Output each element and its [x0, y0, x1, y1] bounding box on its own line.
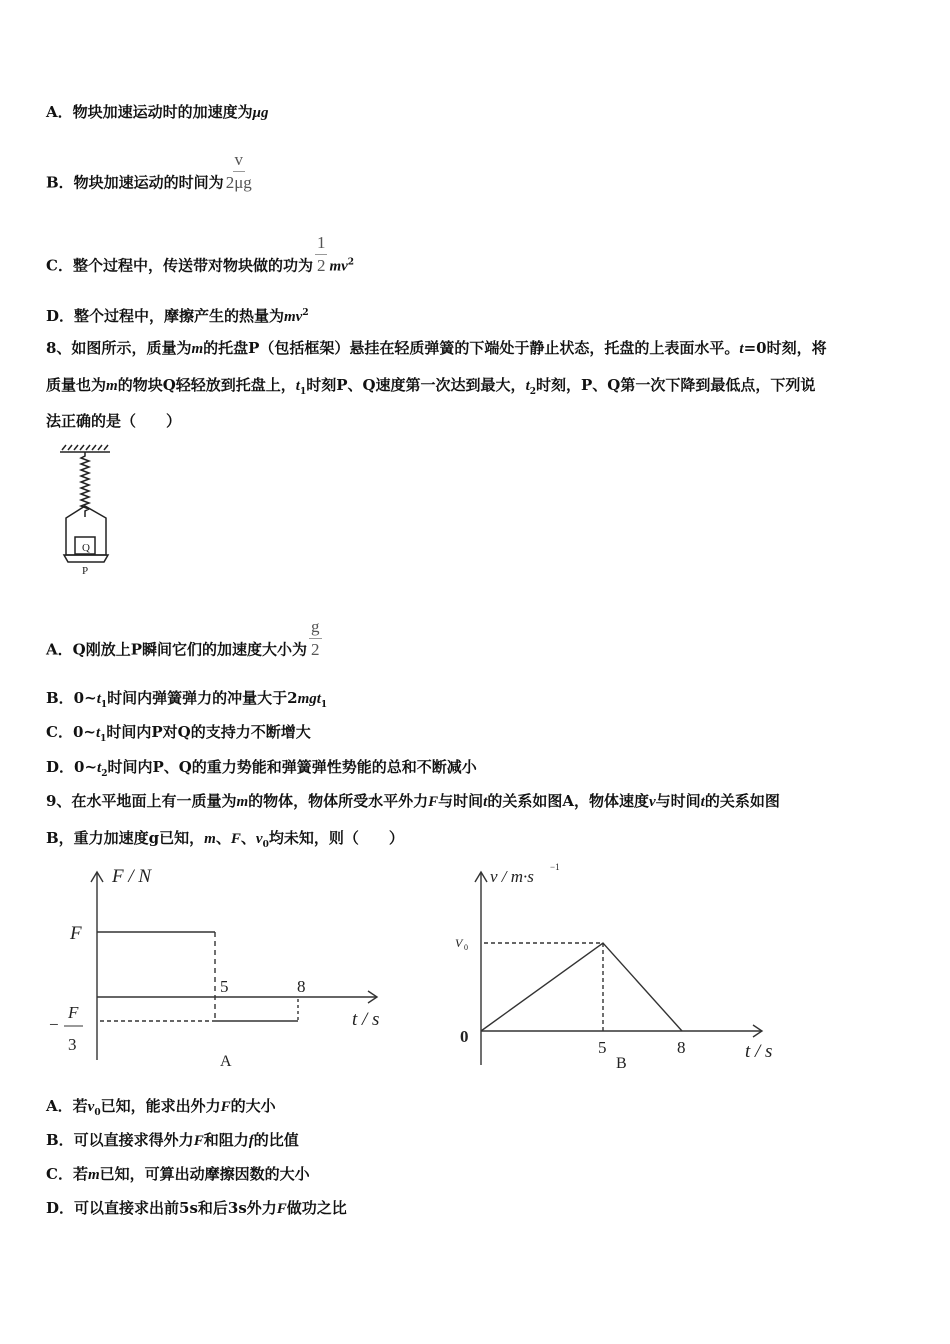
- graph-b-v0-sub: 0: [464, 943, 468, 952]
- text-segment: 与时间: [438, 792, 484, 810]
- graph-a-level-label: F: [70, 923, 82, 944]
- math-symbol: mv: [284, 309, 303, 325]
- math-symbol: m: [191, 341, 204, 357]
- text-segment: 时间内弹簧弹力的冲量大于2: [107, 689, 298, 707]
- graph-a-neg-den: 3: [68, 1035, 77, 1054]
- math-symbol: mgt: [297, 691, 321, 707]
- text-segment: C．整个过程中，传送带对物块做的功为: [46, 256, 313, 275]
- fraction-denominator: 2μg: [225, 173, 252, 192]
- text-segment: 2: [302, 308, 309, 318]
- tray-p-label: P: [81, 565, 89, 577]
- math-symbol: F: [428, 794, 439, 810]
- math-symbol: t: [96, 691, 101, 707]
- math-symbol: mv: [329, 258, 348, 275]
- text-segment: C．0~: [46, 723, 96, 741]
- math-symbol: m: [204, 831, 216, 847]
- math-symbol: t: [95, 725, 101, 741]
- text-segment: 时刻，P、Q第一次下降到最低点，下列说: [536, 376, 816, 394]
- text-segment: 0: [262, 840, 269, 850]
- graph-b-y-label-sup: −1: [550, 862, 560, 872]
- text-segment: 1: [100, 700, 108, 710]
- math-symbol: t: [739, 341, 744, 357]
- text-segment: 质量也为: [46, 376, 107, 394]
- text-segment: 8、如图所示，质量为: [46, 339, 192, 357]
- graph-b-y-label: v / m·s: [490, 867, 534, 886]
- graph-a-y-label: F / N: [112, 866, 152, 887]
- graph-a-x-label: t / s: [352, 1009, 380, 1030]
- math-symbol: μg: [252, 105, 269, 121]
- text-segment: 1: [100, 734, 107, 744]
- text-segment: B，重力加速度g已知，: [46, 829, 205, 847]
- math-symbol: F: [230, 831, 241, 847]
- text-segment: 2: [347, 257, 355, 268]
- text-segment: 和阻力: [203, 1131, 249, 1149]
- text-segment: 2: [101, 769, 108, 779]
- graph-b-v0-label: V: [455, 936, 463, 950]
- text-segment: 时间内P对Q的支持力不断增大: [106, 723, 311, 741]
- graph-a: [91, 872, 380, 1060]
- ceiling-hatch: [62, 445, 108, 450]
- text-segment: 时间内P、Q的重力势能和弹簧弹性势能的总和不断减小: [107, 758, 477, 776]
- text-segment: 的大小: [230, 1097, 276, 1115]
- math-symbol: t: [295, 378, 300, 394]
- math-symbol: f: [248, 1133, 254, 1149]
- text-segment: C．若: [46, 1165, 88, 1183]
- math-symbol: t: [483, 794, 488, 810]
- text-segment: 的关系如图: [704, 792, 780, 810]
- text-segment: 与时间: [655, 792, 701, 810]
- fraction-numerator: g: [309, 616, 322, 639]
- fraction-numerator: v: [233, 149, 246, 172]
- text-segment: 法正确的是（ ）: [46, 412, 182, 430]
- text-segment: 的物块Q轻轻放到托盘上，: [117, 376, 296, 394]
- math-symbol: t: [700, 794, 705, 810]
- math-symbol: m: [106, 378, 118, 394]
- math-symbol: t: [97, 760, 102, 776]
- text-segment: 已知，可算出动摩擦因数的大小: [99, 1165, 310, 1183]
- text-segment: 、: [215, 829, 231, 847]
- fraction-numerator: 1: [315, 232, 328, 255]
- graph-b-caption: B: [616, 1055, 627, 1072]
- text-segment: 的比值: [253, 1131, 299, 1149]
- text-segment: B．可以直接求得外力: [46, 1131, 194, 1149]
- text-segment: 1: [299, 387, 307, 397]
- math-symbol: F: [193, 1133, 204, 1149]
- graph-a-neg-sign: −: [49, 1015, 59, 1034]
- text-segment: 做功之比: [286, 1199, 347, 1217]
- graph-b: [475, 872, 762, 1065]
- math-symbol: v: [648, 794, 656, 810]
- text-segment: A．物块加速运动时的加速度为: [46, 103, 253, 121]
- text-segment: D．可以直接求出前5s和后3s外力: [46, 1199, 277, 1217]
- graph-a-neg-num: F: [68, 1003, 79, 1022]
- math-symbol: F: [220, 1099, 231, 1115]
- fraction-denominator: 2: [316, 256, 326, 275]
- math-symbol: v: [255, 831, 263, 847]
- graph-b-tick-8: 8: [677, 1038, 686, 1057]
- text-segment: 的托盘P（包括框架）悬挂在轻质弹簧的下端处于静止状态，托盘的上表面水平。: [203, 339, 740, 357]
- text-segment: B．0~: [46, 689, 97, 707]
- text-segment: 、: [240, 829, 256, 847]
- velocity-line: [481, 943, 682, 1031]
- math-symbol: v: [87, 1099, 95, 1115]
- math-symbol: F: [276, 1201, 287, 1217]
- text-segment: 的关系如图A，物体速度: [487, 792, 649, 810]
- text-segment: D．整个过程中，摩擦产生的热量为: [46, 307, 285, 325]
- text-segment: 时刻P、Q速度第一次达到最大，: [306, 376, 526, 394]
- text-segment: 1: [320, 700, 328, 710]
- tray-base: [64, 555, 108, 562]
- fraction-denominator: 2: [311, 640, 320, 659]
- text-segment: 已知，能求出外力: [100, 1097, 221, 1115]
- graph-a-tick-8: 8: [297, 977, 306, 996]
- text-segment: 9、在水平地面上有一质量为: [46, 792, 237, 810]
- graph-a-caption: A: [220, 1053, 232, 1070]
- graph-b-tick-5: 5: [598, 1038, 607, 1057]
- graph-b-origin: 0: [460, 1027, 469, 1046]
- math-symbol: m: [236, 794, 249, 810]
- text-segment: A．Q刚放上P瞬间它们的加速度大小为: [46, 640, 307, 659]
- graph-b-x-label: t / s: [745, 1041, 773, 1062]
- text-segment: =0时刻，将: [743, 339, 827, 357]
- text-segment: 2: [529, 387, 536, 397]
- text-segment: A．若: [46, 1097, 88, 1115]
- text-segment: 0: [94, 1108, 101, 1118]
- math-symbol: m: [87, 1167, 100, 1183]
- text-segment: D．0~: [46, 758, 98, 776]
- graph-a-tick-5: 5: [220, 977, 229, 996]
- text-segment: 的物体，物体所受水平外力: [248, 792, 429, 810]
- block-q-label: Q: [82, 542, 90, 554]
- text-segment: 均未知，则（ ）: [268, 829, 404, 847]
- math-symbol: t: [525, 378, 530, 394]
- text-segment: B．物块加速运动的时间为: [46, 173, 224, 192]
